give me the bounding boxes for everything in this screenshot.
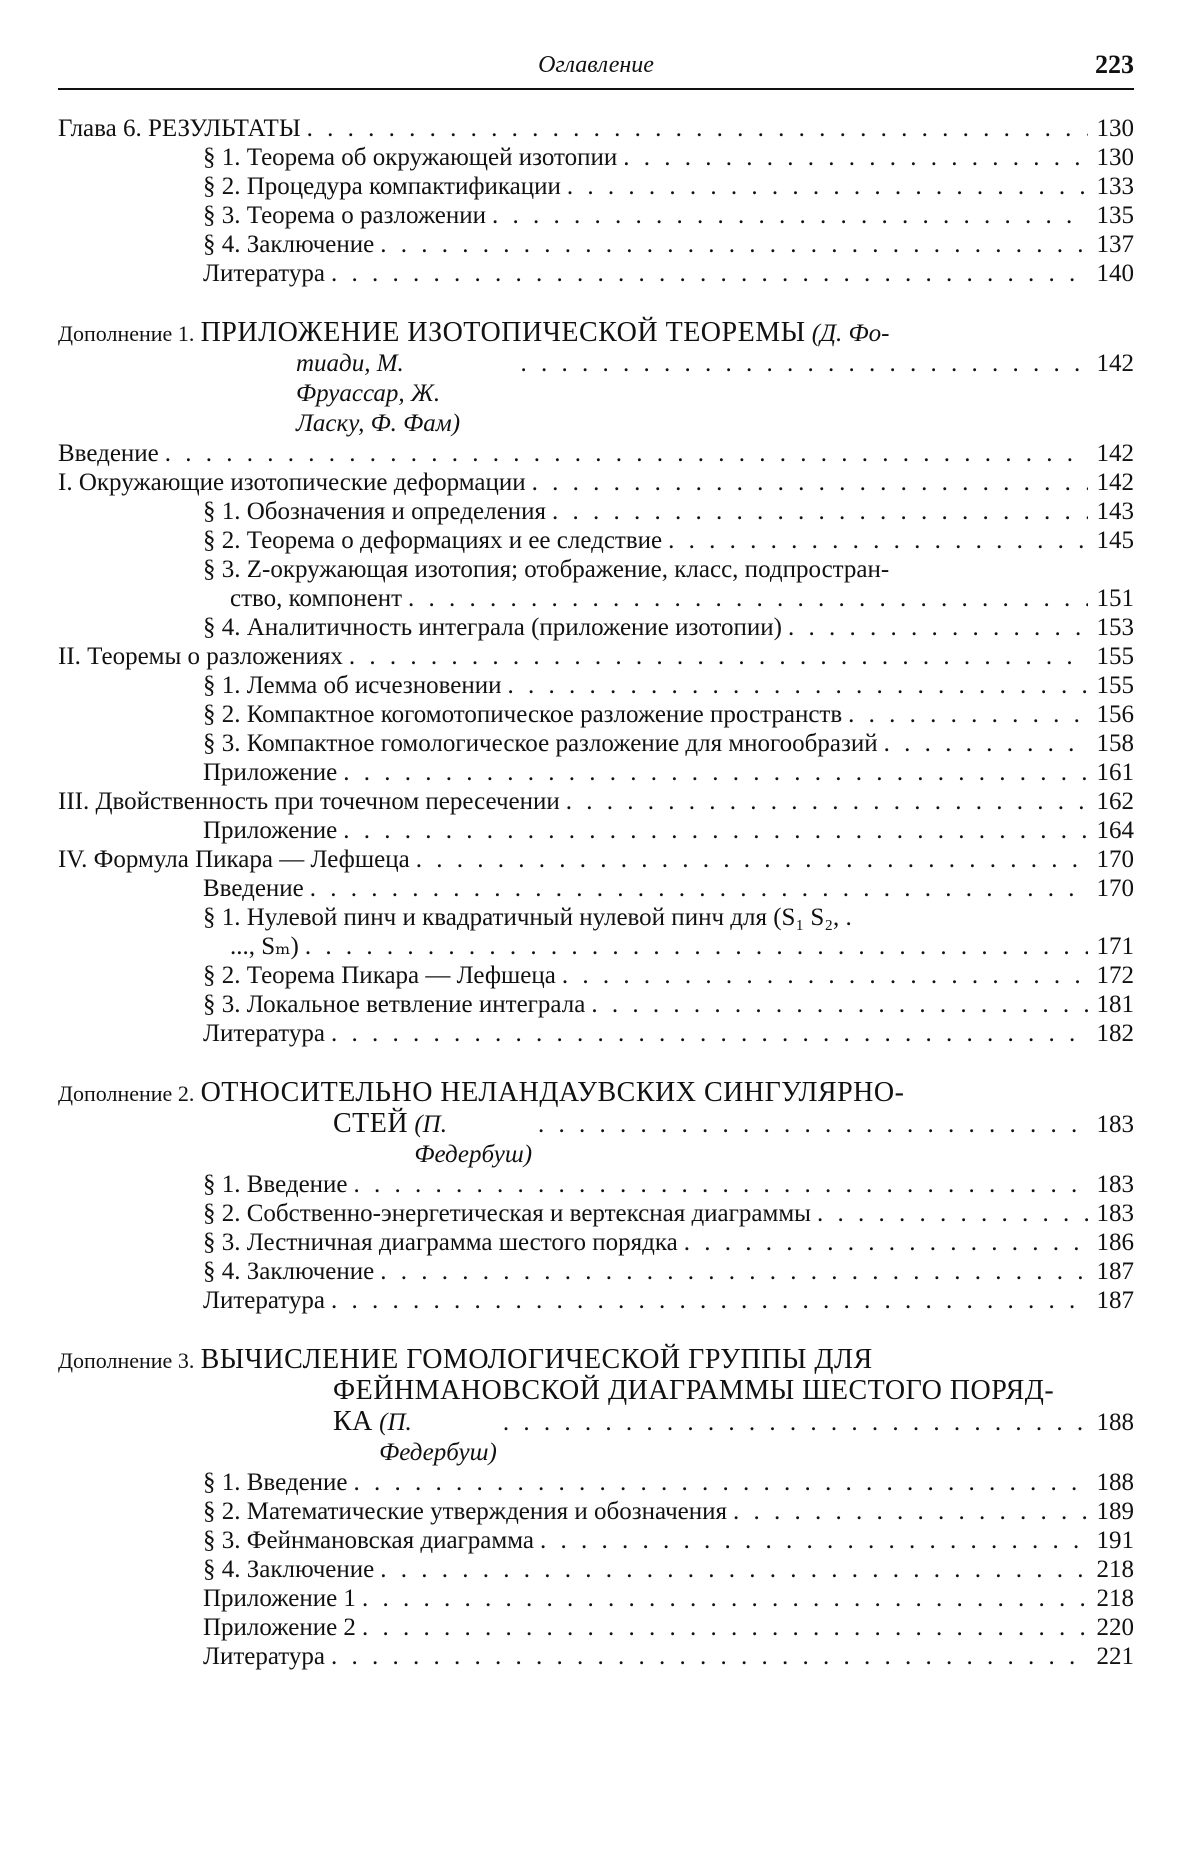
dot-leader [354, 1170, 1088, 1199]
toc-entry-part-2[interactable] [58, 642, 1134, 671]
appendix-3-heading[interactable] [58, 1345, 1134, 1468]
toc-entry-page: 181 [1096, 991, 1134, 1018]
toc-entry-multiline[interactable] [58, 555, 1134, 613]
toc-entry-page: 145 [1096, 527, 1134, 554]
dot-leader [416, 845, 1088, 874]
toc-entry-label: § 3. Теорема о разложении [203, 202, 487, 229]
appendix-lead: Дополнение 2. [58, 1081, 195, 1106]
appendix-2-section [58, 1078, 1134, 1315]
toc-entry-label: Приложение [203, 817, 338, 844]
toc-entry-label: I. Окружающие изотопические деформации [58, 469, 526, 496]
toc-entry[interactable] [58, 497, 1134, 526]
dot-leader [362, 1613, 1088, 1642]
toc-entry[interactable] [58, 1170, 1134, 1199]
appendix-lead: Дополнение 3. [58, 1348, 195, 1373]
dot-leader [408, 584, 1088, 613]
toc-entry-label: § 1. Введение [203, 1469, 348, 1496]
toc-entry-page: 151 [1096, 585, 1134, 612]
toc-entry-part-1[interactable] [58, 468, 1134, 497]
toc-entry[interactable] [58, 1584, 1134, 1613]
dot-leader [343, 816, 1088, 845]
dot-leader [343, 758, 1088, 787]
toc-entry-page: 186 [1096, 1229, 1134, 1256]
toc-entry-label: § 3. Фейнмановская диаграмма [203, 1527, 534, 1554]
dot-leader [562, 961, 1088, 990]
toc-entry-label: Приложение [203, 759, 338, 786]
toc-entry[interactable] [58, 1613, 1134, 1642]
toc-entry-page: 182 [1096, 1020, 1134, 1047]
toc-entry-label: Глава 6. РЕЗУЛЬТАТЫ [58, 115, 301, 142]
toc-entry-label: § 4. Заключение [203, 1556, 375, 1583]
toc-entry-page: 140 [1096, 260, 1134, 287]
appendix-authors: (П. Федербуш) [379, 1409, 497, 1466]
toc-entry-page: 162 [1096, 788, 1134, 815]
toc-entry-page: 188 [1096, 1469, 1134, 1496]
toc-entry-page: 142 [1096, 469, 1134, 496]
dot-leader [307, 114, 1088, 143]
dot-leader [331, 259, 1088, 288]
toc-entry[interactable] [58, 1257, 1134, 1286]
toc-entry-label: § 2. Собственно-энергетическая и вертексная диаграммы [203, 1200, 811, 1227]
dot-leader [540, 1526, 1088, 1555]
dot-leader [817, 1199, 1088, 1228]
toc-entry-label: Приложение 1 [203, 1585, 356, 1612]
toc-entry-label: § 3. Компактное гомологическое разложение для многообразий [203, 730, 878, 757]
toc-entry-page: 153 [1096, 614, 1134, 641]
toc-entry-label: Введение [203, 875, 304, 902]
toc-entry-label: § 3. Лестничная диаграмма шестого порядка [203, 1229, 678, 1256]
toc-entry-page: 130 [1096, 144, 1134, 171]
toc-entry-label: § 2. Математические утверждения и обозначения [203, 1498, 728, 1525]
toc-entry-page: 143 [1096, 498, 1134, 525]
toc-entry[interactable] [58, 1468, 1134, 1497]
dot-leader [310, 874, 1088, 903]
toc-entry-page: 171 [1096, 933, 1134, 960]
toc-entry-page: 187 [1096, 1287, 1134, 1314]
toc-entry-page: 164 [1096, 817, 1134, 844]
toc-entry-label: III. Двойственность при точечном пересечении [58, 788, 560, 815]
running-head [58, 48, 1134, 90]
toc-entry[interactable] [58, 961, 1134, 990]
appendix-title-cont: ФЕЙНМАНОВСКОЙ ДИАГРАММЫ ШЕСТОГО ПОРЯД- [333, 1375, 1055, 1406]
dot-leader [521, 349, 1091, 379]
toc-entry-page: 183 [1096, 1111, 1134, 1138]
page-number: 223 [1095, 50, 1134, 79]
toc-entry-label: § 4. Аналитичность интеграла (приложение изотопии) [203, 614, 782, 641]
toc-entry-page: 156 [1096, 701, 1134, 728]
toc-entry[interactable] [58, 671, 1134, 700]
toc-entry-part-3[interactable] [58, 787, 1134, 816]
toc-entry[interactable] [58, 526, 1134, 555]
toc-entry[interactable] [58, 143, 1134, 172]
toc-entry-page: 170 [1096, 875, 1134, 902]
toc-entry-page: 218 [1096, 1556, 1134, 1583]
toc-entry-intro[interactable] [58, 439, 1134, 468]
dot-leader [331, 1642, 1088, 1671]
toc-entry-page: 220 [1096, 1614, 1134, 1641]
dot-leader [567, 172, 1088, 201]
chapter-6-section [58, 114, 1134, 288]
dot-leader [508, 671, 1088, 700]
toc-entry-page: 170 [1096, 846, 1134, 873]
dot-leader [380, 1555, 1088, 1584]
toc-entry-page: 183 [1096, 1171, 1134, 1198]
appendix-title: ПРИЛОЖЕНИЕ ИЗОТОПИЧЕСКОЙ ТЕОРЕМЫ [200, 317, 806, 348]
toc-entry-page: 142 [1096, 350, 1134, 377]
toc-entry[interactable] [58, 990, 1134, 1019]
toc-entry[interactable] [58, 1497, 1134, 1526]
toc-entry-label: Литература [203, 1287, 325, 1314]
toc-entry-page: 218 [1096, 1585, 1134, 1612]
running-title: Оглавление [538, 52, 654, 78]
toc-entry-page: 155 [1096, 643, 1134, 670]
toc-entry-label: IV. Формула Пикара — Лефшеца [58, 846, 410, 873]
toc-entry-label-cont: ..., Sₘ) [230, 933, 299, 960]
toc-entry-label: § 2. Теорема Пикара — Лефшеца [203, 962, 556, 989]
dot-leader [884, 729, 1088, 758]
dot-leader [552, 497, 1088, 526]
toc-entry-label: Приложение 2 [203, 1614, 356, 1641]
appendix-3-section [58, 1345, 1134, 1671]
toc-entry[interactable] [58, 816, 1134, 845]
appendix-title: ОТНОСИТЕЛЬНО НЕЛАНДАУВСКИХ СИНГУЛЯРНО- [200, 1077, 905, 1108]
appendix-title-cont: КА [333, 1406, 373, 1437]
toc-entry-page: 187 [1096, 1258, 1134, 1285]
toc-entry-page: 158 [1096, 730, 1134, 757]
appendix-authors-cont: тиади, М. Фруассар, Ж. Ласку, Ф. Фам) [296, 350, 461, 437]
dot-leader [331, 1286, 1088, 1315]
appendix-title-cont: СТЕЙ [333, 1108, 409, 1139]
toc-entry-label: Литература [203, 260, 325, 287]
dot-leader [684, 1228, 1088, 1257]
toc-entry[interactable] [58, 172, 1134, 201]
toc-entry[interactable] [58, 259, 1134, 288]
appendix-2-heading[interactable] [58, 1078, 1134, 1170]
dot-leader [305, 932, 1088, 961]
toc-entry[interactable] [58, 1199, 1134, 1228]
toc-entry[interactable] [58, 201, 1134, 230]
toc-entry-page: 161 [1096, 759, 1134, 786]
toc-entry-label: § 4. Заключение [203, 1258, 375, 1285]
toc-entry-label: § 3. Локальное ветвление интеграла [203, 991, 586, 1018]
appendix-1-heading[interactable] [58, 318, 1134, 439]
toc-entry-label: § 2. Теорема о деформациях и ее следствие [203, 527, 663, 554]
toc-entry-label: § 1. Лемма об исчезновении [203, 672, 502, 699]
toc-entry-label: Литература [203, 1020, 325, 1047]
toc-entry-page: 183 [1096, 1200, 1134, 1227]
table-of-contents [58, 114, 1134, 1671]
toc-entry-page: 130 [1096, 115, 1134, 142]
toc-entry-label: Литература [203, 1643, 325, 1670]
toc-entry-label: § 2. Компактное когомотопическое разложение пространств [203, 701, 843, 728]
dot-leader [788, 613, 1088, 642]
toc-entry-label: § 3. Z-окружающая изотопия; отображение, класс, подпростран- [203, 556, 890, 583]
dot-leader [591, 990, 1088, 1019]
dot-leader [532, 468, 1088, 497]
toc-entry[interactable] [58, 758, 1134, 787]
toc-entry-label: Введение [58, 440, 159, 467]
toc-entry[interactable] [58, 700, 1134, 729]
toc-entry[interactable] [58, 1228, 1134, 1257]
dot-leader [380, 230, 1088, 259]
dot-leader [668, 526, 1088, 555]
dot-leader [538, 1110, 1090, 1140]
toc-entry[interactable] [58, 1642, 1134, 1671]
appendix-lead: Дополнение 1. [58, 321, 195, 346]
toc-entry-label-cont: ство, компонент [230, 585, 403, 612]
toc-entry-label: § 1. Обозначения и определения [203, 498, 546, 525]
toc-entry-page: 188 [1096, 1409, 1134, 1436]
toc-entry-chapter-6[interactable] [58, 114, 1134, 143]
dot-leader [354, 1468, 1088, 1497]
dot-leader [733, 1497, 1088, 1526]
toc-entry-page: 155 [1096, 672, 1134, 699]
appendix-1-section [58, 318, 1134, 1048]
toc-entry[interactable] [58, 613, 1134, 642]
dot-leader [165, 439, 1088, 468]
toc-entry-label: § 4. Заключение [203, 231, 375, 258]
toc-entry[interactable] [58, 729, 1134, 758]
toc-entry[interactable] [58, 1286, 1134, 1315]
toc-entry-label: II. Теоремы о разложениях [58, 643, 343, 670]
dot-leader [623, 143, 1088, 172]
toc-entry[interactable] [58, 874, 1134, 903]
toc-entry-part-4[interactable] [58, 845, 1134, 874]
dot-leader [492, 201, 1088, 230]
toc-entry-label: § 1. Нулевой пинч и квадратичный нулевой пинч для (S₁ S₂, . [203, 904, 852, 931]
toc-entry-multiline[interactable] [58, 903, 1134, 961]
dot-leader [566, 787, 1088, 816]
book-page [58, 48, 1134, 1701]
dot-leader [848, 700, 1088, 729]
dot-leader [503, 1408, 1091, 1438]
toc-entry-label: § 2. Процедура компактификации [203, 173, 561, 200]
toc-entry-page: 135 [1096, 202, 1134, 229]
toc-entry-page: 142 [1096, 440, 1134, 467]
toc-entry[interactable] [58, 1555, 1134, 1584]
toc-entry-page: 191 [1096, 1527, 1134, 1554]
appendix-title: ВЫЧИСЛЕНИЕ ГОМОЛОГИЧЕСКОЙ ГРУППЫ ДЛЯ [200, 1344, 873, 1375]
dot-leader [380, 1257, 1088, 1286]
appendix-authors: (Д. Фо- [811, 320, 890, 347]
dot-leader [362, 1584, 1088, 1613]
toc-entry-page: 189 [1096, 1498, 1134, 1525]
toc-entry[interactable] [58, 1019, 1134, 1048]
appendix-authors: (П. Федербуш) [414, 1111, 533, 1168]
dot-leader [331, 1019, 1088, 1048]
toc-entry[interactable] [58, 230, 1134, 259]
toc-entry-page: 133 [1096, 173, 1134, 200]
dot-leader [349, 642, 1088, 671]
toc-entry[interactable] [58, 1526, 1134, 1555]
toc-entry-page: 137 [1096, 231, 1134, 258]
toc-entry-label: § 1. Теорема об окружающей изотопии [203, 144, 618, 171]
toc-entry-label: § 1. Введение [203, 1171, 348, 1198]
toc-entry-page: 172 [1096, 962, 1134, 989]
toc-entry-page: 221 [1096, 1643, 1134, 1670]
